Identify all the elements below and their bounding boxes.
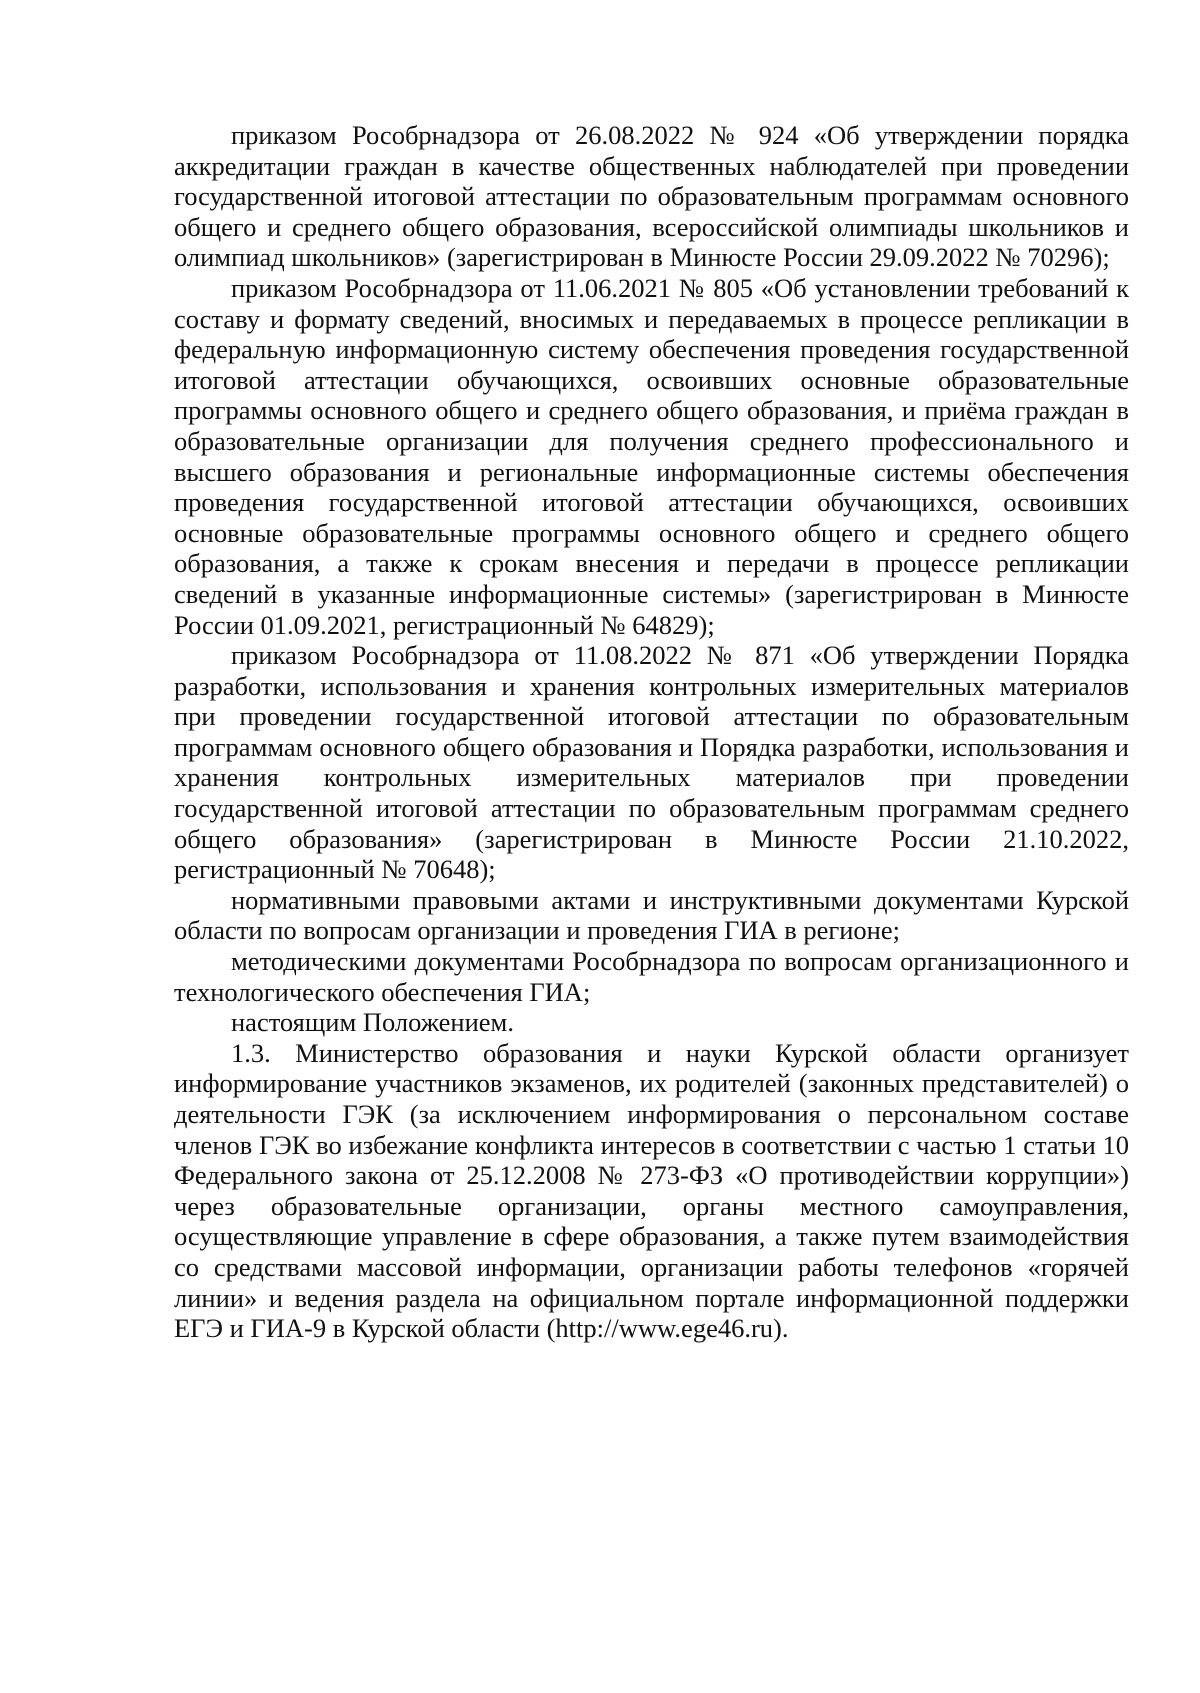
paragraph-order-805: приказом Рособрнадзора от 11.06.2021 № 805 «Об установлении требований к составу и формату сведений, вносимых и передаваемых в процессе репликации в федеральную информационную систему обеспечения проведения государственной итоговой аттестации обучающихся, освоивших основные образовательные программы основного общего и среднего общего образования, и приёма граждан в образовательные организации для получения среднего профессионального и высшего образования и региональные информационные системы обеспечения проведения государственной итоговой аттестации обучающихся, освоивших основные образовательные программы основного общего и среднего общего образования, а также к срокам внесения и передачи в процессе репликации сведений в указанные информационные системы» (зарегистрирован в Минюсте России 01.09.2021, регистрационный № 64829); [174, 272, 1129, 640]
paragraph-order-871: приказом Рособрнадзора от 11.08.2022 № 871 «Об утверждении Порядка разработки, использования и хранения контрольных измерительных материалов при проведении государственной итоговой аттестации по образовательным программам основного общего образования и Порядка разработки, использования и хранения контрольных измерительных материалов при проведении государственной итоговой аттестации по образовательным программам среднего общего образования» (зарегистрирован в Минюсте России 21.10.2022, регистрационный № 70648); [174, 640, 1129, 885]
paragraph-section-1-3: 1.3. Министерство образования и науки Курской области организует информирование участников экзаменов, их родителей (законных представителей) о деятельности ГЭК (за исключением информирования о персональном составе членов ГЭК во избежание конфликта интересов в соответствии с частью 1 статьи 10 Федерального закона от 25.12.2008 № 273-ФЗ «О противодействии коррупции») через образовательные организации, органы местного самоуправления, осуществляющие управление в сфере образования, а также путем взаимодействия со средствами массовой информации, организации работы телефонов «горячей линии» и ведения раздела на официальном портале информационной поддержки ЕГЭ и ГИА-9 в Курской области (http://www.ege46.ru). [174, 1037, 1129, 1344]
paragraph-this-regulation: настоящим Положением. [231, 1007, 514, 1038]
document-body [174, 120, 1129, 1344]
paragraph-methodical-documents: методическими документами Рособрнадзора по вопросам организационного и технологического обеспечения ГИА; [174, 946, 1129, 1007]
paragraph-order-924: приказом Рособрнадзора от 26.08.2022 № 924 «Об утверждении порядка аккредитации граждан в качестве общественных наблюдателей при проведении государственной итоговой аттестации по образовательным программам основного общего и среднего общего образования, всероссийской олимпиады школьников и олимпиад школьников» (зарегистрирован в Минюсте России 29.09.2022 № 70296); [174, 120, 1129, 273]
paragraph-regional-acts: нормативными правовыми актами и инструктивными документами Курской области по вопросам организации и проведения ГИА в регионе; [174, 884, 1129, 946]
